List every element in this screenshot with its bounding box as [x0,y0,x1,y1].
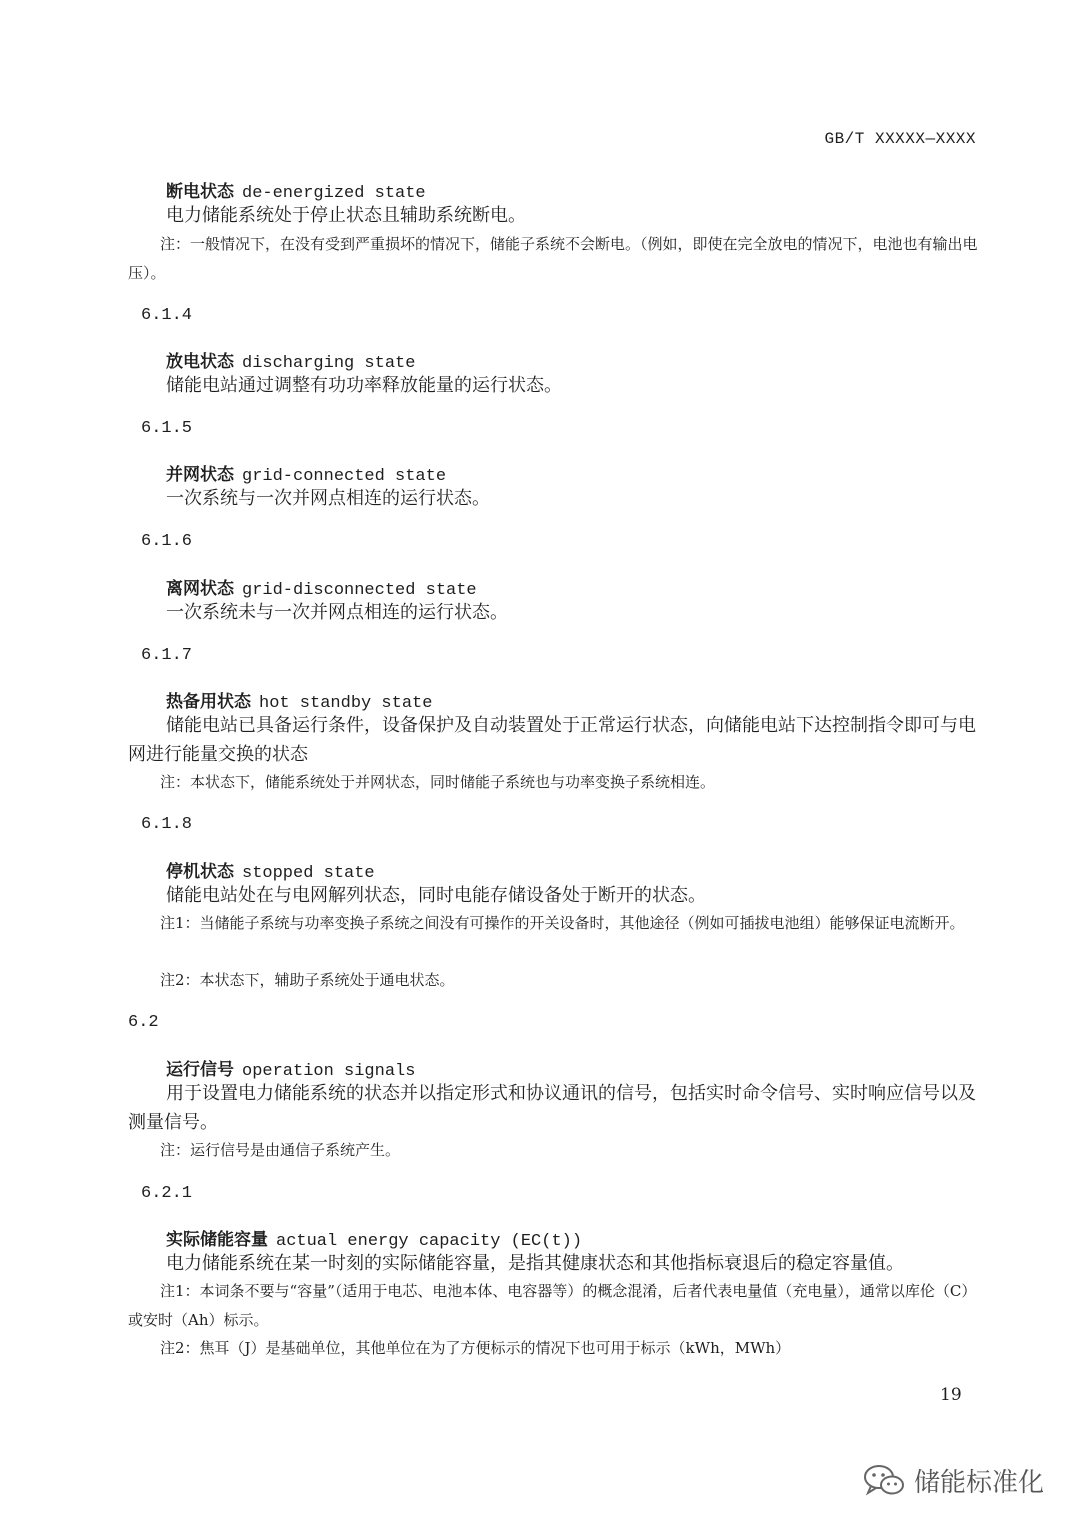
term-definition: 用于设置电力储能系统的状态并以指定形式和协议通讯的信号，包括实时命令信号、实时响应信号以及测量信号。 [128,1083,976,1133]
term-en: discharging state [242,354,416,373]
term-zh: 离网状态 [166,579,234,599]
term-en: de-energized state [242,184,426,203]
term-zh: 运行信号 [166,1060,234,1080]
term-definition: 一次系统未与一次并网点相连的运行状态。 [166,602,508,623]
clause-number: 6.2 [128,1013,159,1032]
clause-number: 6.1.6 [141,532,193,551]
term-heading [166,177,426,203]
clause-number: 6.1.4 [141,306,193,325]
term-definition: 电力储能系统在某一时刻的实际储能容量，是指其健康状态和其他指标衰退后的稳定容量值。 [166,1253,904,1274]
term-zh: 停机状态 [166,862,234,882]
term-en: grid-connected state [242,467,447,486]
clause-number: 6.2.1 [141,1184,193,1203]
term-note: 注：运行信号是由通信子系统产生。 [160,1141,401,1159]
term-definition: 储能电站处在与电网解列状态，同时电能存储设备处于断开的状态。 [166,885,706,906]
wechat-icon [862,1463,906,1499]
term-heading [166,857,375,883]
term-heading [166,1055,415,1081]
term-definition: 储能电站通过调整有功功率释放能量的运行状态。 [166,375,562,396]
clause-number: 6.1.5 [141,419,193,438]
clause-number: 6.1.8 [141,815,193,834]
clause-number: 6.1.7 [141,646,193,665]
page-number: 19 [940,1385,962,1405]
term-note: 注1：本词条不要与“容量”（适用于电芯、电池本体、电容器等）的概念混淆，后者代表电量值（充电量），通常以库伦（C）或安时（Ah）标示。 [128,1282,977,1329]
term-en: stopped state [242,864,375,883]
watermark [862,1462,1044,1499]
term-note: 注2：焦耳（J）是基础单位，其他单位在为了方便标示的情况下也可用于标示（kWh，MWh） [160,1339,791,1357]
term-definition: 电力储能系统处于停止状态且辅助系统断电。 [166,205,526,226]
term-en: operation signals [242,1062,416,1081]
term-heading [166,1225,582,1251]
term-zh: 热备用状态 [166,692,251,712]
term-en: grid-disconnected state [242,581,477,600]
term-note: 注：一般情况下，在没有受到严重损坏的情况下，储能子系统不会断电。（例如，即使在完全放电的情况下，电池也有输出电压）。 [128,235,978,282]
watermark-text: 储能标准化 [914,1468,1045,1498]
term-heading [166,347,415,373]
term-note: 注1：当储能子系统与功率变换子系统之间没有可操作的开关设备时，其他途径（例如可插拔电池组）能够保证电流断开。 [160,914,965,932]
term-heading [166,687,432,713]
term-note: 注：本状态下，储能系统处于并网状态，同时储能子系统也与功率变换子系统相连。 [160,773,716,791]
term-heading [166,574,477,600]
term-definition: 储能电站已具备运行条件，设备保护及自动装置处于正常运行状态，向储能电站下达控制指令即可与电网进行能量交换的状态 [128,715,976,765]
term-zh: 并网状态 [166,465,234,485]
term-zh: 放电状态 [166,352,234,372]
term-zh: 实际储能容量 [166,1230,268,1250]
standard-code: GB/T XXXXX—XXXX [824,130,976,148]
term-zh: 断电状态 [166,182,234,202]
term-en: actual energy capacity (EC(t)) [276,1232,583,1251]
term-heading [166,460,446,486]
term-en: hot standby state [259,694,433,713]
term-definition: 一次系统与一次并网点相连的运行状态。 [166,488,490,509]
term-note: 注2：本状态下，辅助子系统处于通电状态。 [160,971,455,989]
